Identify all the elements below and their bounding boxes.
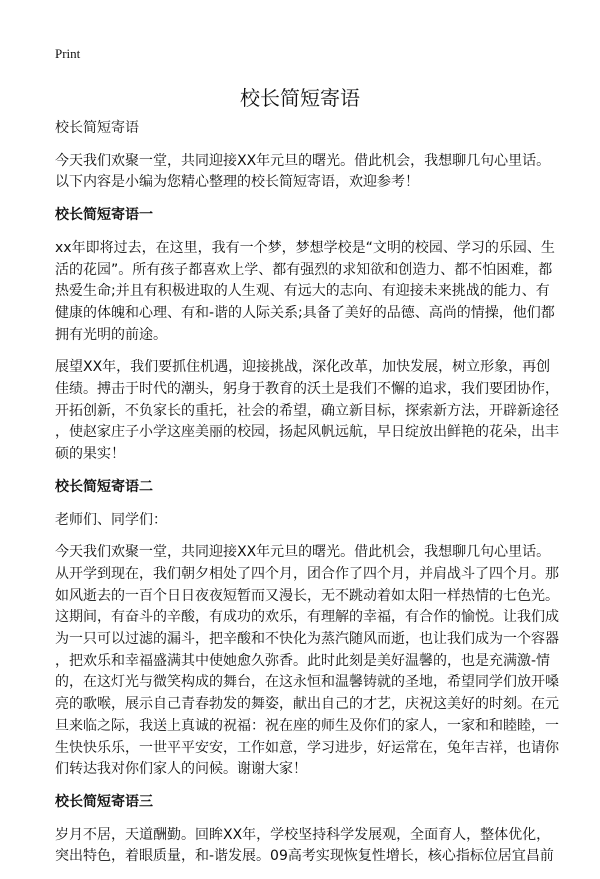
text-line: 亮的歌喉，展示自己青春勃发的舞姿，献出自己的才艺，庆祝这美好的时刻。在元 [55, 696, 559, 713]
text-line: 如风逝去的一百个日日夜夜短暂而又漫长，无不跳动着如太阳一样热情的七色光。 [55, 587, 559, 604]
section-heading: 校长简短寄语三 [55, 793, 153, 810]
text-line: ，把欢乐和幸福盛满其中使她愈久弥香。此时此刻是美好温馨的，也是充满激-情 [55, 652, 551, 669]
document-body [55, 118, 559, 879]
text-line: 健康的体魄和心理、有和-谐的人际关系;具备了美好的品德、高尚的情操，他们都 [55, 304, 555, 321]
sections [55, 205, 559, 868]
text-line: 岁月不居，天道酬勤。回眸XX年，学校坚持科学发展观，全面育人，整体优化， [55, 826, 551, 843]
paragraph [55, 510, 555, 532]
text-line: 今天我们欢聚一堂，共同迎接XX年元旦的曙光。借此机会，我想聊几句心里话。 [55, 152, 551, 169]
text-line: ，使赵家庄子小学这座美丽的校园，扬起风帆远航，早日绽放出鲜艳的花朵，出丰 [55, 424, 559, 441]
text-line: 佳绩。搏击于时代的潮头，躬身于教育的沃土是我们不懈的追求，我们要团协作， [55, 381, 559, 398]
text-line: 突出特色，着眼质量，和-谐发展。09高考实现恢复性增长，核心指标位居宜昌前 [55, 848, 554, 865]
intro-paragraph [55, 151, 555, 194]
text-line: xx年即将过去，在这里，我有一个梦，梦想学校是“文明的校园、学习的乐园、生 [55, 239, 555, 256]
text-line: 们转达我对你们家人的问候。谢谢大家！ [55, 761, 307, 778]
text-line: 老师们、同学们： [55, 511, 167, 528]
text-line: 活的花园”。所有孩子都喜欢上学、都有强烈的求知欲和创造力、都不怕困难，都 [55, 261, 553, 278]
text-line: 拥有光明的前途。 [55, 326, 167, 343]
print-link[interactable]: Print [55, 46, 81, 61]
text-line: 硕的果实！ [55, 446, 125, 463]
text-line: 为一只可以过滤的漏斗，把辛酸和不快化为蒸汽随风而逝，也让我们成为一个容器 [55, 631, 559, 648]
paragraph [55, 825, 555, 868]
paragraph [55, 357, 559, 466]
text-line: 今天我们欢聚一堂，共同迎接XX年元旦的曙光。借此机会，我想聊几句心里话。 [55, 544, 551, 561]
text-line: 展望XX年，我们要抓住机遇，迎接挑战，深化改革，加快发展，树立形象，再创 [55, 359, 551, 376]
section-heading: 校长简短寄语二 [55, 478, 153, 495]
text-line: 旦来临之际，我送上真诚的祝福：祝在座的师生及你们的家人，一家和和睦睦，一 [55, 717, 559, 734]
paragraph [55, 542, 559, 781]
section-heading: 校长简短寄语一 [55, 207, 153, 224]
document-subtitle: 校长简短寄语 [55, 120, 139, 136]
text-line: 从开学到现在，我们朝夕相处了四个月，团合作了四个月，并肩战斗了四个月。那 [55, 565, 559, 582]
text-line: 开拓创新，不负家长的重托，社会的希望，确立新目标，探索新方法，开辟新途径 [55, 402, 559, 419]
text-line: 的，在这灯光与微笑构成的舞台，在这永恒和温馨铸就的圣地，希望同学们放开嗓 [55, 674, 559, 691]
text-line: 这期间，有奋斗的辛酸，有成功的欢乐，有理解的幸福，有合作的愉悦。让我们成 [55, 609, 559, 626]
text-line: 生快快乐乐，一世平平安安，工作如意，学习进步，好运常在，兔年吉祥，也请你 [55, 739, 559, 756]
text-line: 以下内容是小编为您精心整理的校长简短寄语，欢迎参考！ [55, 174, 419, 191]
paragraph [55, 238, 555, 347]
page-title: 校长简短寄语 [240, 86, 360, 110]
text-line: 热爱生命;并且有积极进取的人生观、有远大的志向、有迎接未来挑战的能力、有 [55, 283, 550, 300]
